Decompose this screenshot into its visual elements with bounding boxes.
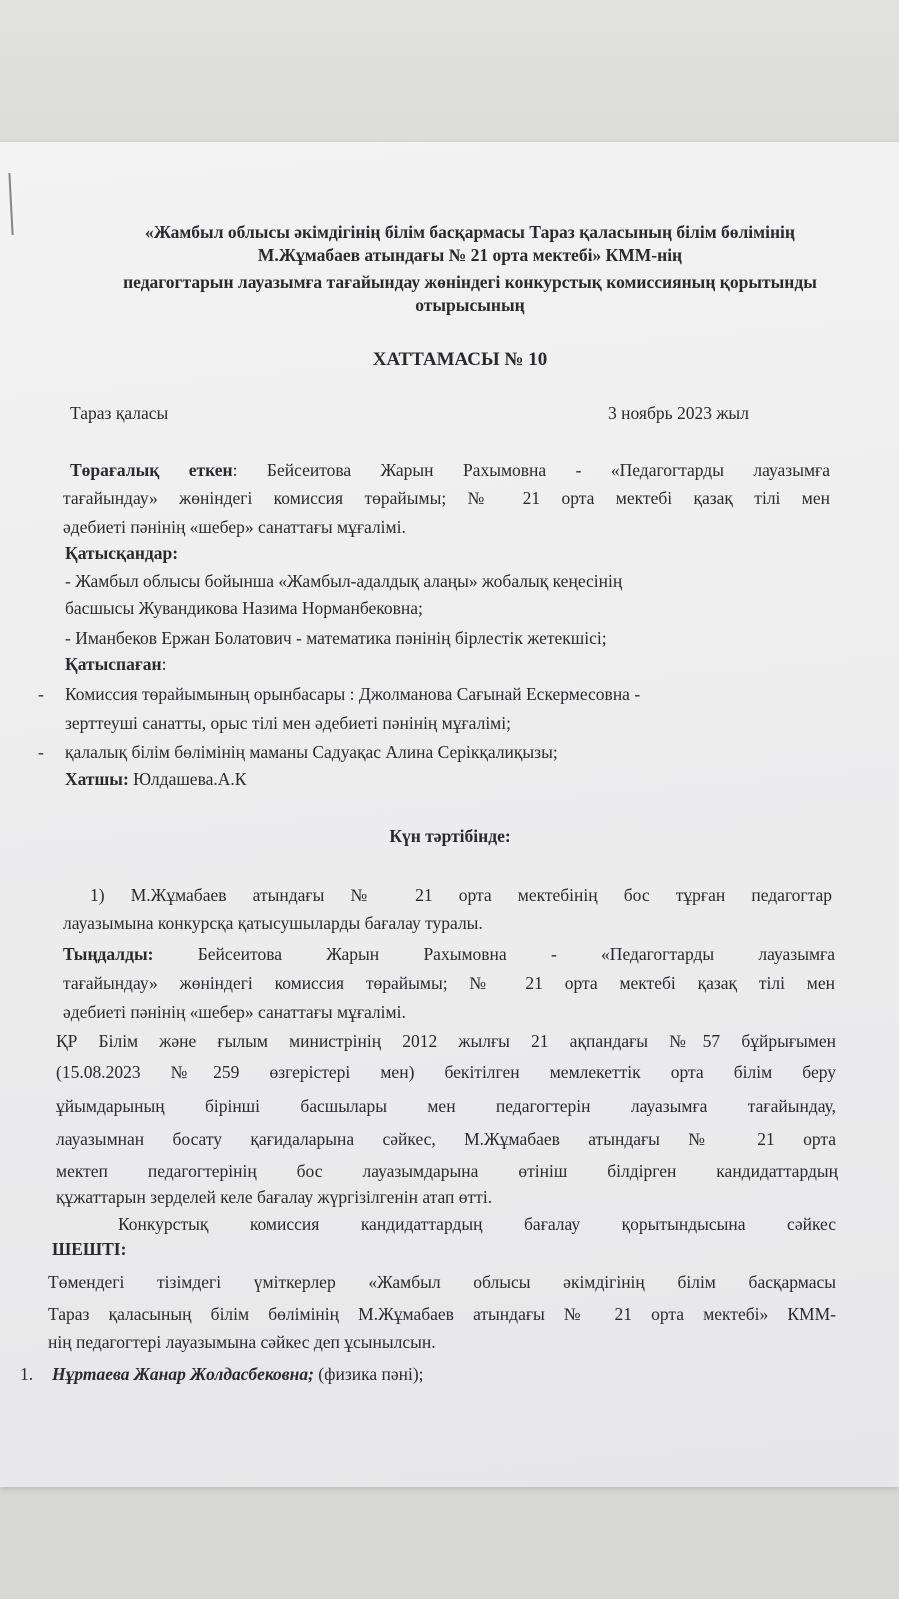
heard-text: Бейсеитова Жарын Рахымовна - «Педагогтарды лауазымға <box>153 944 835 964</box>
candidate-number: 1. <box>20 1364 34 1384</box>
header-line-4: отырысының <box>415 295 525 315</box>
candidate-name: Нұртаева Жанар Жолдасбековна; <box>52 1364 314 1384</box>
heard-label: Тыңдалды: <box>63 944 154 964</box>
agenda-title: Күн тәртібінде: <box>389 826 511 846</box>
body-line-3: ұйымдарының бірінші басшылары мен педагогтерін лауазымға тағайындау, <box>56 1096 836 1116</box>
chair-line-3: әдебиеті пәнінің «шебер» санаттағы мұғалімі. <box>63 517 406 537</box>
body-line-1: ҚР Білім және ғылым министрінің 2012 жылғы 21 ақпандағы №57 бұйрығымен <box>56 1031 836 1051</box>
body-line-6: құжаттарын зерделей келе бағалау жүргізілгенін атап өтті. <box>56 1187 493 1207</box>
header-line-2: М.Жұмабаев атындағы № 21 орта мектебі» КММ-нің <box>257 245 683 265</box>
secretary-label: Хатшы: <box>65 769 129 789</box>
absent-label-line <box>65 653 167 675</box>
absent-dash-2: - <box>38 742 44 762</box>
header-line-3: педагогтарын лауазымға тағайындау жөніндегі конкурстық комиссияның қорытынды <box>123 272 817 292</box>
heard-line-2: тағайындау» жөніндегі комиссия төрайымы; № 21 орта мектебі қазақ тілі мен <box>63 973 835 993</box>
absent-1-line-2: зерттеуші санатты, орыс тілі мен әдебиеті пәнінің мұғалімі; <box>65 713 511 733</box>
conclusion-line: Конкурстық комиссия кандидаттардың бағалау қорытындысына сәйкес <box>118 1214 836 1234</box>
candidate-subject: (физика пәні); <box>313 1364 424 1384</box>
chair-line-1 <box>70 459 830 481</box>
decided-label: ШЕШТІ: <box>52 1239 127 1259</box>
heard-line-3: әдебиеті пәнінің «шебер» санаттағы мұғалімі. <box>63 1002 406 1022</box>
agenda-item-line-2: лауазымына конкурсқа қатысушыларды бағалау туралы. <box>63 913 483 933</box>
document-title: ХАТТАМАСЫ № 10 <box>372 349 548 370</box>
recommend-line-1: Төмендегі тізімдегі үміткерлер «Жамбыл облысы әкімдігінің білім басқармасы <box>48 1272 836 1292</box>
attendees-label: Қатысқандар: <box>65 543 179 563</box>
secretary-line <box>65 768 246 790</box>
agenda-item-line-1: 1) М.Жұмабаев атындағы № 21 орта мектебінің бос тұрған педагогтар <box>90 885 832 905</box>
absent-dash-1: - <box>38 684 44 704</box>
chair-text: : Бейсеитова Жарын Рахымовна - «Педагогтарды лауазымға <box>232 460 830 480</box>
body-line-2: (15.08.2023 №259 өзгерістері мен) бекітілген мемлекеттік орта білім беру <box>56 1062 836 1082</box>
attendee-1-line-1: - Жамбыл облысы бойынша «Жамбыл-адалдық алаңы» жобалық кеңесінің <box>65 571 623 591</box>
candidate-line <box>52 1363 424 1385</box>
absent-colon: : <box>161 654 167 674</box>
secretary-name: Юлдашева.А.К <box>128 769 247 789</box>
attendee-2: - Иманбеков Ержан Болатович - математика пәнінің бірлестік жетекшісі; <box>65 628 607 648</box>
heard-line-1 <box>63 943 835 965</box>
body-line-4: лауазымнан босату қағидаларына сәйкес, М.Жұмабаев атындағы № 21 орта <box>56 1129 836 1149</box>
absent-1-line-1: Комиссия төрайымының орынбасары : Джолманова Сағынай Ескермесовна - <box>65 684 641 704</box>
recommend-line-2: Тараз қаласының білім бөлімінің М.Жұмабаев атындағы № 21 орта мектебі» КММ- <box>48 1304 836 1324</box>
date: 3 ноябрь 2023 жыл <box>608 403 749 423</box>
absent-2: қалалық білім бөлімінің маманы Садуақас Алина Серікқалиқызы; <box>65 742 558 762</box>
body-line-5: мектеп педагогтерінің бос лауазымдарына өтініш білдірген кандидаттардың <box>56 1161 838 1181</box>
chair-label: Төрағалық еткен <box>70 460 233 480</box>
header-line-1: «Жамбыл облысы әкімдігінің білім басқармасы Тараз қаласының білім бөлімінің <box>145 222 795 242</box>
attendee-1-line-2: басшысы Жувандикова Назима Норманбековна; <box>65 598 423 618</box>
recommend-line-3: нің педагогтері лауазымына сәйкес деп ұсынылсын. <box>48 1332 436 1352</box>
absent-label: Қатыспаған <box>65 654 162 674</box>
place: Тараз қаласы <box>70 403 169 423</box>
chair-line-2: тағайындау» жөніндегі комиссия төрайымы; № 21 орта мектебі қазақ тілі мен <box>63 488 830 508</box>
